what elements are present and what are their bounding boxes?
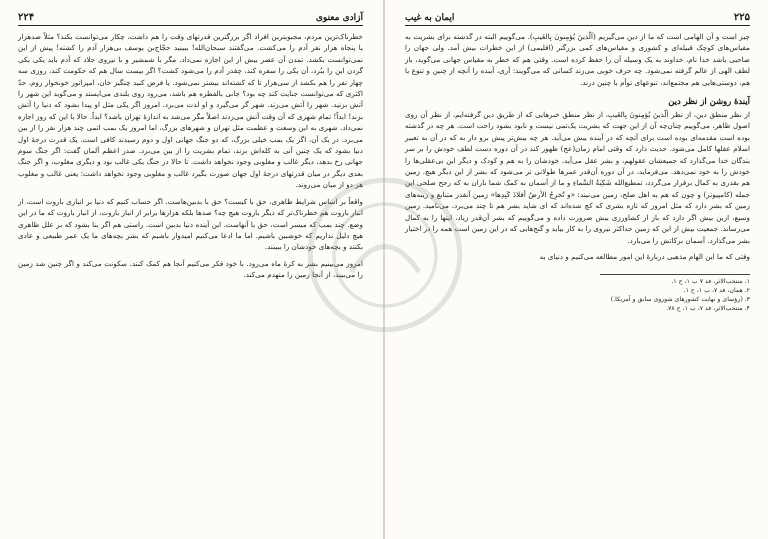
footnote-3: ۳. (رؤسای و نهایت کشورهای شوروی سابق و آمریکا.) [610,296,750,304]
footnote-1: ۱. منتخب‌الاثر، فد ۷ ب ۱، ح ۱. [671,278,750,286]
left-running-title: آزادی معنوی [315,13,363,23]
left-page [0,0,383,539]
footnotes [600,274,750,313]
section-heading: آیندهٔ روشن از نظر دین [668,96,750,107]
right-running-header [405,12,750,26]
left-paragraph-3: امروز می‌بینیم بشر به کرهٔ ماه می‌رود. با خود فکر می‌کنیم آنجا هم کمک کنند. سکونت می‌کند و اگر چنین شد زمین را می‌بیند، از آنجا زمین را منهدم می‌کند. [18,258,363,280]
left-paragraph-1: خطرناک‌ترین مردم، مجبوبترین افراد اگر بزرگترین قدرتهای وقت را هم داشت، چکار می‌توانست بکند؟ مثلاً صدهزار یا پنجاه هزار نفر آدم را می‌کشت. می‌گفتند سبحان‌الله! ببینید حجّاج‌بن یوسف بی‌هزار آدم را کشته! پیش از این نمی‌توانست بکشد. تمدن آن عصر بیش از این اجازه نمی‌داد. مگر با شمشیر و با نیروی جلاد که آدم باید یکی یکی گردن این را ببُرد، آن یکی را سفره کند، چقدر آدم را می‌شود کشت؟ اگر بیست سال هم که حکومت کند، روزی سه چهار نفر را هم بکشد از سی‌هزار تا که کشته‌اند بیشتر نمی‌شود. یا فرض کنید چنگیز خان، امپراتور خونخوار روم، حدّ اکثری که می‌توانست جنایت کند چه بود؟ جانی بالفطره هم باشد، می‌رود روی بلندی می‌ایستد و می‌گوید این شهر را آتش بزنید. شهر را آتش می‌زند. شهر گر می‌گیرد و او لذت می‌برد. امروز اگر یکی مثل او پیدا بشود که دنیا را آتش بزند! ابداً! تمام شهری که آن وقت آتش می‌زدند اصلاً مگر می‌شد به اندازهٔ تهران باشد؟ ابداً. حالا با این که روز اجازه نمی‌داد. شهری به این وسعت و عظمت مثل تهران و شهرهای بزرگ، اما امروز یک بمب اتمی چند هزار نفر را از بین می‌برد. در یک آن، اگر یک بمب خیلی بزرگ، که دو جنگ جهانی اول و دوم رسیدند کافی است. یک قدرت درجهٔ اول دنیا بشود که یک چنین آنی به کله‌اش بزند، تمام بشریت را از بین می‌برد. صدر اعظم آلمان گفت: اگر جنگ سوم جهانی رخ بدهد، دیگر غالب و مغلوبی وجود نخواهد داشت. تا حالا در جنگ یکی غالب بود و دیگری مغلوب، و اگر جنگ بعدی دیگر در میان قدرتهای درجهٔ اول جهان صورت بگیرد غالب و مغلوبی وجود نخواهد داشت؛ یعنی غالب و مغلوب هر دو از میان می‌روند. [18,32,363,190]
footnote-2: ۲. همان، فد ۷، ب ۱، ح ۱. [683,287,750,295]
left-running-header [18,12,363,26]
right-page [385,0,768,539]
right-closing-paragraph: وقتی که ما این الهام مذهبی دربارهٔ این امور مطالعه می‌کنیم و دنیای به [539,251,750,261]
left-page-number: ۲۲۴ [18,12,35,23]
right-body-paragraph: از نظر منطق دین، از نظر اَلّذینَ یُؤمِنونَ بِالغَیبِ، از نظر منطق خبرهایی که از طریق دین گرفته‌ایم، از نظر آن روی اصول ظاهر، می‌گوییم چنان‌چه آن از این جهت که بشریت یک‌تمی نیست و نابود بشود راحت است. هر چه در گذشته بوده است مقدمه‌ای بوده است برای آنچه که در آینده بیش می‌آید. هر چه بیش‌تر پیش برو دار به که در آن به تعبیر اسلام عقلها کامل می‌شود. حدیث دارد که وقتی امام زمان(عج) ظهور کند در آن دوره دست لطف خودش را بر سر بندگان خدا می‌گذارد که جمیعشان عقولهم، و بشر عقل می‌آید، خودشان را به هم و کودک و دیگر این بی‌عقلی‌ها را خودش را به خود نمی‌دهد. می‌فرماید، در آن دوره آن‌قدر عمرها طولانی تر می‌شود که بشر از این دیگر هیچ. زمین هم بقدری به کمال برقرار می‌گردد، تمطیع‌الله شَکِبَةُ السَّماءِ و ما از آسمان به کمک شما باران به که رجح صلحی این جمله (کامپیوتر) و چون که هم به اهل صلح، زمین می‌نیند: «و تُخرِجُ الأرضُ أفلاذَ کَبِدِها» زمین آنقدر متنابع و زینه‌های زمین که بشر دارد که مثل امروز که تازه بشری که کچ شده‌اند که ای شاید بشر هم تا چند می‌برد، می‌نامید. زمین وسیع، ازین بیش‌ اگر دارد که باز از کشاورزی بیش ضرورت داده و می‌گوییم که بشر آن‌قدر زیاد، اینها را به کمال می‌رساند. جمعیت بیش از این که زمین حداکثر نیروی را به کار بیاید و گنج‌هایی که در این زمین است همه را در اختیار بشر می‌گذارد. آسمان برکاتش را می‌بارد. [405,110,750,245]
footnote-4: ۴. منتخب‌الاثر، فد ۷، ب ۱، ح ۷۸. [666,305,750,313]
right-running-title: ایمان به غیب [405,13,455,23]
right-intro-paragraph: چیز است و آن الهامی است که ما از دین می‌گیریم (اَلّذینَ یُؤمِنونَ بِالغَیبِ). می‌گوییم البته در گذشته برای بشریت به مقیاس‌های کوچک قبیله‌ای و کشوری و مقیاس‌های کمی بزرگتر (اقلیمی) از این خطرات بیش آمد. ولی جهان را صاحبی باشد خدا نام، خداوند به یک وسیله آن را حفظ کرده است. وقتی هم که خطر به مقیاس جهانی می‌گوید، باز لطف الهی از عالم گرفته نمی‌شود. چه حرف خوبی می‌زند کسانی که می‌گویند: آری، آینده را آنچه از چنین و تنوع با هم، دوستی‌هایی هم مجتمع‌اند، تنوعهای توأم با چنین درند. [405,32,750,87]
right-page-number: ۲۲۵ [733,12,750,23]
left-paragraph-2: واقعاً بر اساس شرایط ظاهری، حق با کیست؟ حق با بدبین‌هاست. اگر حساب کنیم که دنیا بر انباری باروت است، از انبار باروت هم خطرناک‌تر که دیگر باروت هیچ چه؟ صدها بلکه هزارها برابر از انبار باروت، از انبار باروت که ما در این وضع. چند بمب که میسر است، حق با آنهاست. این آینده دنیا بدبین است. راستی هم اگر بنا بشود که بر علل ظاهری هیچ دلیل نداریم که خوشبین باشیم. اما ما ادعا می‌کنیم امیدوار باشیم که بشر بچه‌های ما یک عمر طبیعی و عادی بکنند و بچه‌های خودشان را ببینند. [18,196,363,252]
